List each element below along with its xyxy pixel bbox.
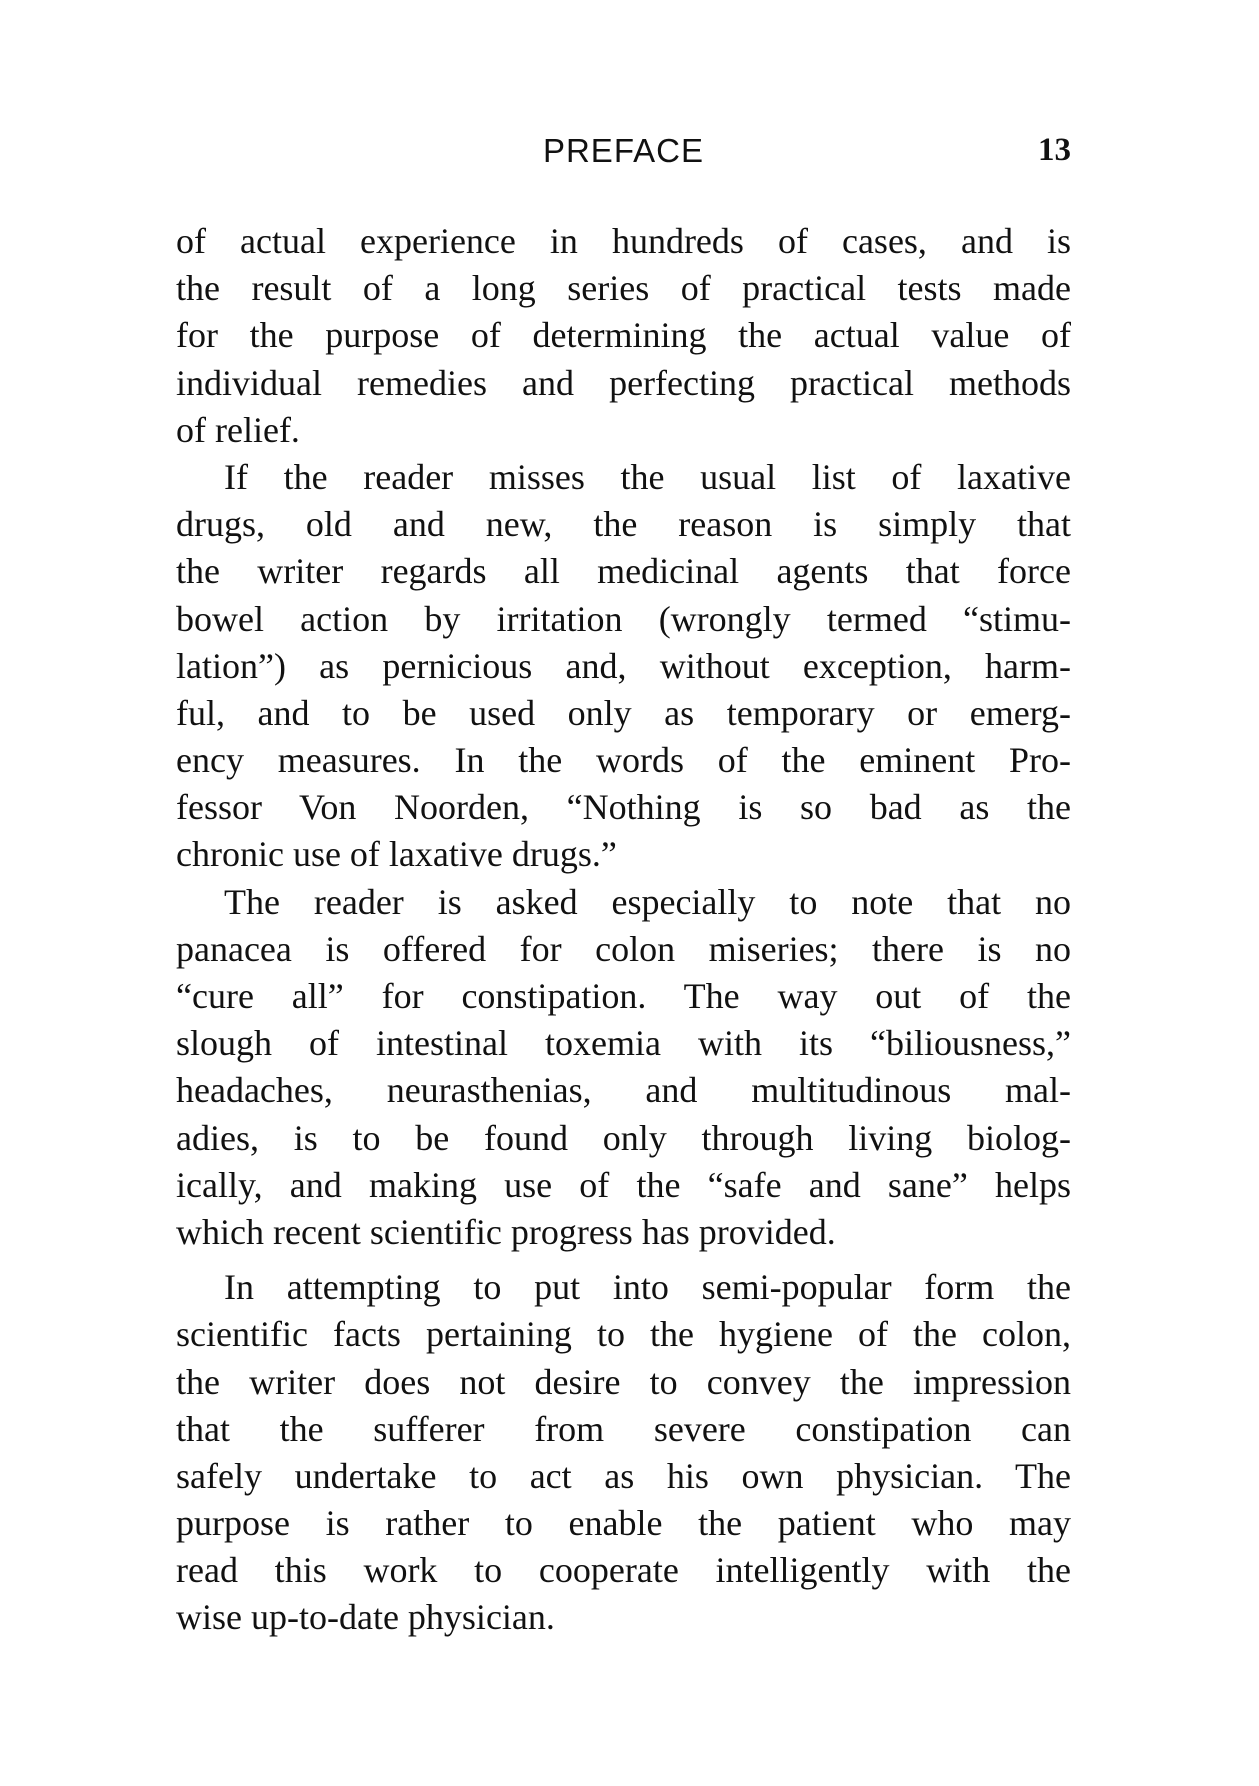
text-line: fessor Von Noorden, “Nothing is so bad as the	[176, 787, 1071, 828]
text-line: headaches, neurasthenias, and multitudinous mal-	[176, 1070, 1071, 1111]
text-line: of actual experience in hundreds of cases, and is	[176, 221, 1071, 261]
text-line: wise up-to-date physician.	[176, 1597, 555, 1638]
text-line: that the sufferer from severe constipation can	[176, 1408, 1071, 1449]
text-line: The reader is asked especially to note that no	[224, 881, 1071, 922]
text-line: ically, and making use of the “safe and sane” helps	[176, 1164, 1071, 1205]
text-line: adies, is to be found only through living biolog-	[176, 1117, 1071, 1158]
body-text	[176, 218, 1071, 1642]
text-line: which recent scientific progress has provided.	[176, 1211, 836, 1252]
text-line: ful, and to be used only as temporary or emerg-	[176, 692, 1071, 733]
text-line: the result of a long series of practical tests made	[176, 268, 1071, 309]
text-line: of relief.	[176, 409, 300, 450]
page-number: 13	[1038, 132, 1071, 168]
text-line: slough of intestinal toxemia with its “biliousness,”	[176, 1023, 1071, 1064]
text-line: individual remedies and perfecting practical methods	[176, 362, 1071, 403]
text-line: If the reader misses the usual list of laxative	[224, 456, 1071, 497]
text-line: scientific facts pertaining to the hygiene of the colon,	[176, 1314, 1071, 1355]
text-line: drugs, old and new, the reason is simply that	[176, 504, 1071, 545]
text-line: read this work to cooperate intelligently with the	[176, 1550, 1071, 1591]
text-line: In attempting to put into semi-popular form the	[224, 1267, 1071, 1308]
text-line: “cure all” for constipation. The way out of the	[176, 976, 1071, 1016]
text-line: ency measures. In the words of the eminent Pro-	[176, 740, 1071, 781]
paragraph-gap	[176, 1256, 1071, 1264]
text-line: bowel action by irritation (wrongly termed “stimu-	[176, 598, 1071, 639]
text-line: safely undertake to act as his own physician. The	[176, 1455, 1071, 1496]
page-title: PREFACE	[542, 132, 705, 169]
text-line: panacea is offered for colon miseries; there is no	[176, 928, 1071, 969]
text-line: purpose is rather to enable the patient who may	[176, 1503, 1071, 1544]
running-head	[176, 132, 1071, 176]
text-line: the writer does not desire to convey the impression	[176, 1361, 1071, 1402]
text-line: the writer regards all medicinal agents that force	[176, 551, 1071, 592]
text-line: for the purpose of determining the actual value of	[176, 315, 1071, 356]
text-line: lation”) as pernicious and, without exception, harm-	[176, 645, 1071, 686]
text-line: chronic use of laxative drugs.”	[176, 834, 617, 875]
